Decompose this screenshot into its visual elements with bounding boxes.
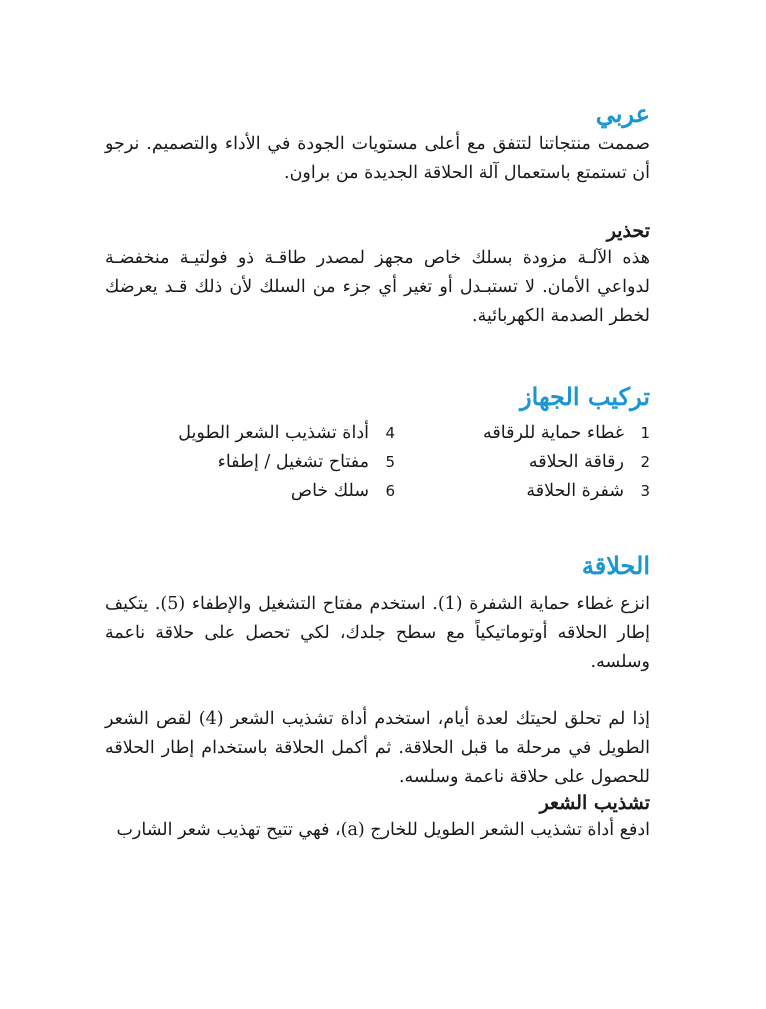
parts-list — [105, 419, 650, 519]
part-item — [135, 419, 395, 448]
part-item — [390, 448, 650, 477]
warning-heading: تحذير — [606, 220, 650, 242]
part-label: سلك خاص — [290, 481, 369, 501]
assembly-heading: تركيب الجهاز — [520, 382, 650, 411]
parts-column-left — [135, 419, 395, 506]
part-number: 2 — [640, 453, 650, 471]
part-item — [135, 448, 395, 477]
part-item — [390, 419, 650, 448]
part-number: 1 — [640, 424, 650, 442]
part-item — [135, 477, 395, 506]
part-number: 5 — [385, 453, 395, 471]
trimming-section — [105, 790, 650, 845]
part-label: رقاقة الحلاقه — [528, 452, 624, 472]
part-number: 6 — [385, 482, 395, 500]
part-item — [390, 477, 650, 506]
trimming-text: ادفع أداة تشذيب الشعر الطويل للخارج (a)، فهي تتيح تهذيب شعر الشارب — [116, 820, 650, 840]
part-label: غطاء حماية للرقاقه — [483, 423, 624, 443]
assembly-section — [105, 381, 650, 519]
parts-column-right — [390, 419, 650, 506]
warning-section — [105, 218, 650, 331]
part-number: 3 — [640, 482, 650, 500]
shaving-heading: الحلاقة — [581, 551, 650, 580]
shaving-section — [105, 550, 650, 792]
paragraph-spacer — [105, 677, 650, 705]
part-label: مفتاح تشغيل / إطفاء — [217, 452, 369, 472]
warning-text: هذه الآلـة مزودة بسلك خاص مجهز لمصدر طاقـة ذو فولتيـة منخفضـة لدواعي الأمان. لا تستبـدل أو تغير أي جزء من السلك لأن ذلك قـد يعرضك لخطر الصدمة الكهربائية. — [105, 248, 650, 326]
shaving-text-1: انزع غطاء حماية الشفرة (1). استخدم مفتاح التشغيل والإطفاء (5). يتكيف إطار الحلاقه أوتوماتيكياً مع سطح جلدك، لكي تحصل على حلاقة ناعمة وسلسه. — [105, 594, 651, 672]
language-heading: عربي — [595, 99, 650, 128]
part-number: 4 — [385, 424, 395, 442]
part-label: شفرة الحلاقة — [526, 481, 624, 501]
intro-text: صممت منتجاتنا لتتفق مع أعلى مستويات الجودة في الأداء والتصميم. نرجو أن تستمتع باستعمال آلة الحلاقة الجديدة من براون. — [105, 134, 650, 183]
part-label: أداة تشذيب الشعر الطويل — [178, 423, 369, 443]
trimming-heading: تشذيب الشعر — [539, 792, 650, 814]
intro-section — [105, 98, 650, 188]
shaving-text-2: إذا لم تحلق لحيتك لعدة أيام، استخدم أداة تشذيب الشعر (4) لقص الشعر الطويل في مرحلة ما قبل الحلاقة. ثم أكمل الحلاقة باستخدام إطار الحلاقه للحصول على حلاقة ناعمة وسلسه. — [105, 709, 650, 787]
